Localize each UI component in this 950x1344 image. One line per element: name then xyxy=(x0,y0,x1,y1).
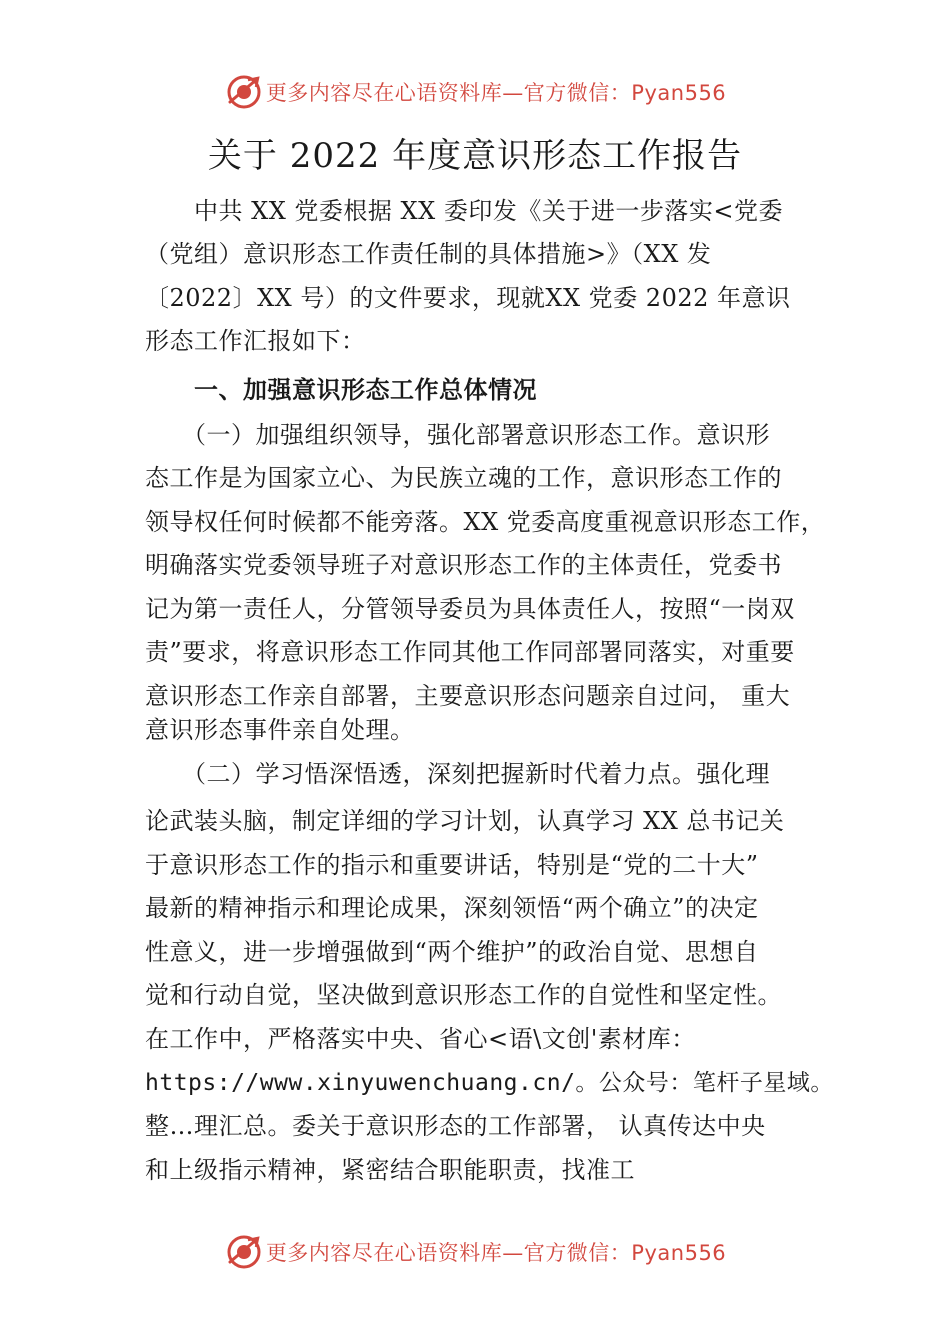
body-line: 整…理汇总。委关于意识形态的工作部署， 认真传达中央 xyxy=(145,1112,766,1140)
subsection-heading-line: （二）学习悟深悟透，深刻把握新时代着力点。强化理 xyxy=(145,760,770,788)
subsection-heading-line: （一）加强组织领导，强化部署意识形态工作。意识形 xyxy=(145,421,770,449)
watermark-text: 更多内容尽在心语资料库—官方微信：Pyan556 xyxy=(265,1241,727,1265)
body-line: 性意义，进一步增强做到“两个维护”的政治自觉、思想自 xyxy=(145,938,759,966)
document-title: 关于 2022 年度意识形态工作报告 xyxy=(207,136,743,176)
body-line-url: https://www.xinyuwenchuang.cn/。公众号：笔杆子星域。 xyxy=(145,1070,834,1096)
body-line: 在工作中，严格落实中央、省心<语\文创'素材库： xyxy=(145,1025,696,1053)
body-line: 形态工作汇报如下： xyxy=(145,327,366,355)
header-watermark-banner xyxy=(0,70,950,114)
body-line: 意识形态事件亲自处理。 xyxy=(145,716,415,744)
body-line: 中共 XX 党委根据 XX 委印发《关于进一步落实<党委 xyxy=(145,197,783,225)
footer-watermark-banner xyxy=(0,1230,950,1274)
body-line: 意识形态工作亲自部署，主要意识形态问题亲自过问， 重大 xyxy=(145,682,791,710)
body-line: 明确落实党委领导班子对意识形态工作的主体责任，党委书 xyxy=(145,551,782,579)
body-line: 责”要求，将意识形态工作同其他工作同部署同落实，对重要 xyxy=(145,638,795,666)
body-line: 领导权任何时候都不能旁落。XX 党委高度重视意识形态工作， xyxy=(145,508,826,536)
body-line: 论武装头脑，制定详细的学习计划，认真学习 XX 总书记关 xyxy=(145,807,785,835)
body-line: 最新的精神指示和理论成果，深刻领悟“两个确立”的决定 xyxy=(145,894,759,922)
body-line: 〔2022〕XX 号）的文件要求，现就XX 党委 2022 年意识 xyxy=(145,284,791,312)
body-line: 觉和行动自觉，坚决做到意识形态工作的自觉性和坚定性。 xyxy=(145,981,782,1009)
body-line: 记为第一责任人，分管领导委员为具体责任人，按照“一岗双 xyxy=(145,595,795,623)
xinyu-logo-icon xyxy=(224,72,264,112)
body-line: 态工作是为国家立心、为民族立魂的工作，意识形态工作的 xyxy=(145,464,782,492)
body-line: （党组）意识形态工作责任制的具体措施>》（XX 发 xyxy=(145,240,712,268)
xinyu-logo-icon xyxy=(224,1232,264,1272)
section-heading: 一、加强意识形态工作总体情况 xyxy=(145,376,537,404)
body-line: 于意识形态工作的指示和重要讲话，特别是“党的二十大” xyxy=(145,851,759,879)
body-line: 和上级指示精神，紧密结合职能职责，找准工 xyxy=(145,1156,635,1184)
watermark-text: 更多内容尽在心语资料库—官方微信：Pyan556 xyxy=(265,81,727,105)
